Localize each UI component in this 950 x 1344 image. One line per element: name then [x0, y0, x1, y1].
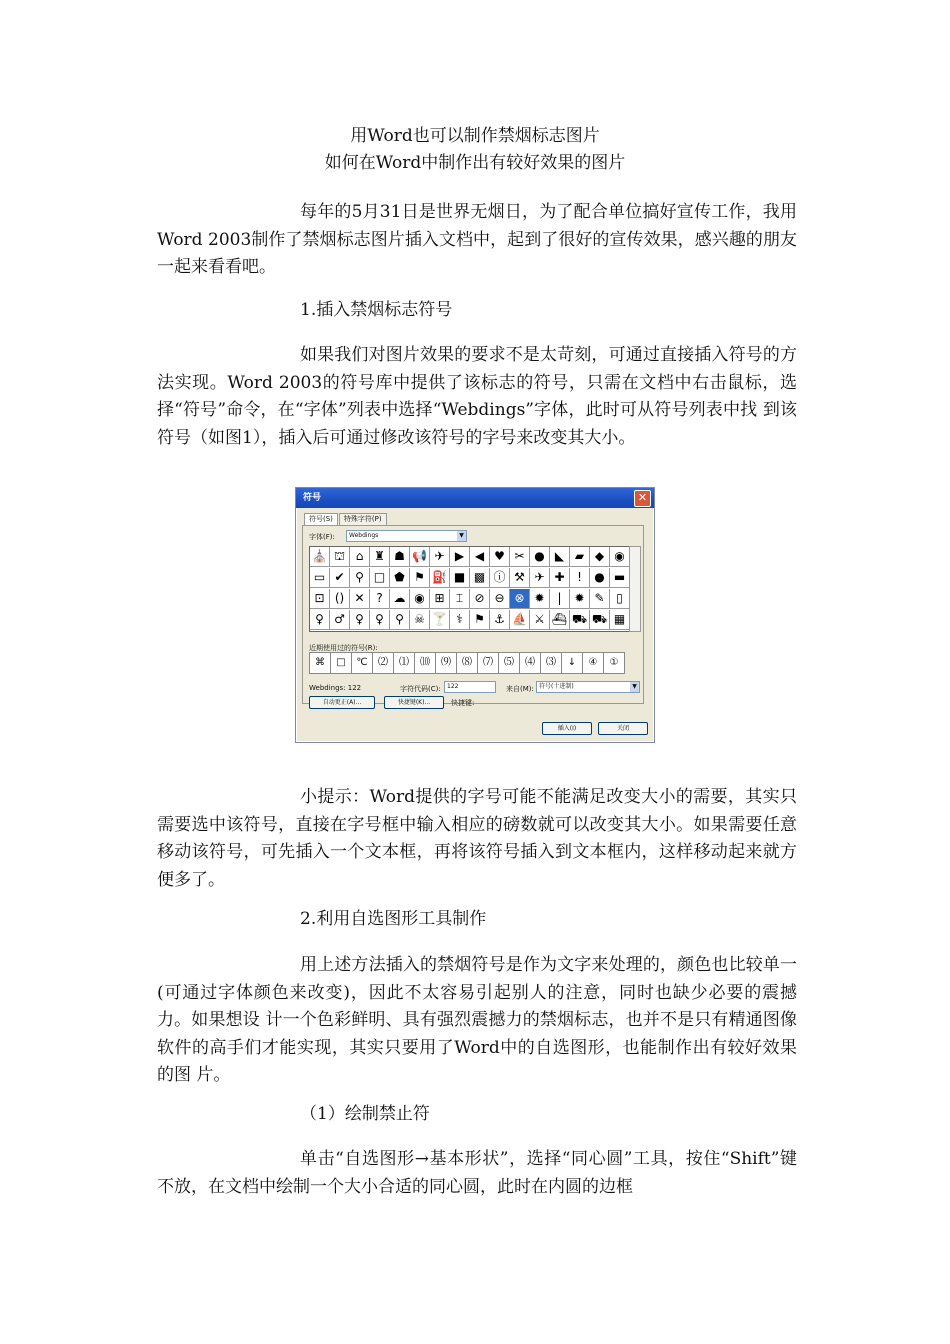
symbol-cell[interactable]: ☠ — [410, 610, 430, 630]
symbol-dialog-figure — [295, 487, 655, 743]
recent-symbol-cell[interactable]: ⑸ — [498, 652, 520, 674]
recent-symbol-cell[interactable]: ⌘ — [309, 652, 331, 674]
recent-symbol-cell[interactable]: ⑺ — [477, 652, 499, 674]
paragraph-intro: 每年的5月31日是世界无烟日，为了配合单位搞好宣传工作，我用Word 2003制作了禁烟标志图片插入文档中，起到了很好的宣传效果，感兴趣的朋友一起来看看吧。 — [157, 202, 797, 277]
from-select-value: 符号(十进制) — [539, 683, 574, 690]
symbol-cell[interactable]: ✈ — [530, 568, 550, 588]
paragraph-tip: 小提示：Word提供的字号可能不能满足改变大小的需要，其实只需要选中该符号，直接在字号框中输入相应的磅数就可以改变其大小。如果需要任意移动该符号，可先插入一个文本框，再将该符号插入到文本框内，这样移动起来就方便多了。 — [157, 787, 797, 890]
dialog-titlebar — [296, 488, 654, 508]
symbol-cell[interactable]: ✈ — [430, 547, 450, 567]
doc-title: 用Word也可以制作禁烟标志图片 — [350, 126, 600, 146]
symbol-cell[interactable]: ▦ — [610, 610, 630, 630]
symbol-cell[interactable]: ♀ — [350, 610, 370, 630]
symbol-cell[interactable]: ⬟ — [390, 568, 410, 588]
recent-symbol-cell[interactable]: ⑻ — [456, 652, 478, 674]
symbol-cell[interactable]: ☗ — [390, 547, 410, 567]
recent-symbols-label: 近期使用过的符号(R): — [309, 644, 378, 652]
symbol-cell[interactable]: ? — [370, 589, 390, 609]
symbol-cell[interactable]: ⓘ — [490, 568, 510, 588]
recent-symbol-cell[interactable]: ⑴ — [393, 652, 415, 674]
symbol-cell[interactable]: ▰ — [570, 547, 590, 567]
chevron-down-icon[interactable]: ▼ — [457, 531, 466, 541]
recent-symbol-cell[interactable]: ⑵ — [372, 652, 394, 674]
symbol-cell[interactable]: ⚲ — [350, 568, 370, 588]
symbol-cell[interactable]: ⚕ — [450, 610, 470, 630]
symbol-cell[interactable]: ▬ — [610, 568, 630, 588]
symbol-cell[interactable]: 📢 — [410, 547, 430, 567]
section-heading-2: 2.利用自选图形工具制作 — [300, 909, 487, 929]
symbol-cell[interactable]: ⊖ — [490, 589, 510, 609]
recent-symbol-cell[interactable]: ⑷ — [519, 652, 541, 674]
recent-symbol-cell[interactable]: ① — [603, 652, 625, 674]
symbol-cell[interactable]: ✚ — [550, 568, 570, 588]
symbol-cell[interactable]: ⛪ — [310, 547, 330, 567]
symbol-cell[interactable]: ◣ — [550, 547, 570, 567]
symbol-cell[interactable]: ● — [590, 568, 610, 588]
symbol-cell[interactable]: ⚓ — [490, 610, 510, 630]
symbol-cell[interactable]: ✔ — [330, 568, 350, 588]
font-select[interactable] — [346, 530, 467, 542]
close-button[interactable]: 关闭 — [598, 722, 648, 735]
dialog-title: 符号 — [303, 493, 322, 503]
symbol-cell[interactable]: ⛟ — [570, 610, 590, 630]
symbol-cell[interactable]: 🍸 — [430, 610, 450, 630]
symbol-cell[interactable]: ⛟ — [590, 610, 610, 630]
symbol-cell[interactable]: ⊘ — [470, 589, 490, 609]
recent-symbol-cell[interactable]: ⑽ — [414, 652, 436, 674]
symbol-cell[interactable]: ◆ — [590, 547, 610, 567]
shortcut-key-button[interactable]: 快捷键(K)... — [384, 696, 444, 709]
paragraph-step-1: 单击“自选图形→基本形状”，选择“同心圆”工具，按住“Shift”键不放，在文档中绘制一个大小合适的同心圆，此时在内圆的边框 — [157, 1149, 797, 1197]
symbol-cell[interactable]: ⚑ — [410, 568, 430, 588]
symbol-cell[interactable]: ⚑ — [470, 610, 490, 630]
symbol-cell[interactable]: ⊡ — [310, 589, 330, 609]
from-label: 来自(M): — [506, 685, 534, 693]
symbol-cell[interactable]: ✹ — [570, 589, 590, 609]
symbol-cell[interactable]: () — [330, 589, 350, 609]
symbol-cell[interactable]: ✕ — [350, 589, 370, 609]
symbol-cell[interactable]: | — [550, 589, 570, 609]
symbol-cell[interactable]: ⊞ — [430, 589, 450, 609]
symbol-cell[interactable]: □ — [370, 568, 390, 588]
symbol-cell[interactable]: ♀ — [310, 610, 330, 630]
autocorrect-button[interactable]: 自动更正(A)... — [309, 696, 375, 709]
close-icon[interactable]: ✕ — [634, 490, 651, 507]
symbol-status: Webdings: 122 — [309, 684, 362, 692]
symbol-cell[interactable]: ⚲ — [390, 610, 410, 630]
symbol-cell[interactable]: ♀ — [370, 610, 390, 630]
symbol-cell[interactable]: ▶ — [450, 547, 470, 567]
symbol-cell[interactable]: ⛫ — [330, 547, 350, 567]
symbol-cell[interactable]: ✂ — [510, 547, 530, 567]
symbol-cell[interactable]: ■ — [450, 568, 470, 588]
symbol-cell[interactable]: ☁ — [390, 589, 410, 609]
symbol-cell[interactable]: ⌶ — [450, 589, 470, 609]
paragraph-method-2: 用上述方法插入的禁烟符号是作为文字来处理的，颜色也比较单一(可通过字体颜色来改变)，因此不太容易引起别人的注意，同时也缺少必要的震撼力。如果想设 计一个色彩鲜明、具有强烈震撼力的禁烟标志，也并不是只有精通图像软件的高手们才能实现，其实只要用了Word中的自选图形，也能制作出有较好效果的图 片。 — [157, 955, 797, 1085]
insert-button[interactable]: 插入(I) — [542, 722, 592, 735]
shortcut-label: 快捷键: — [451, 699, 475, 707]
symbol-cell[interactable]: ◉ — [610, 547, 630, 567]
symbol-cell[interactable]: ♥ — [490, 547, 510, 567]
chevron-down-icon[interactable]: ▼ — [630, 682, 639, 692]
symbol-cell[interactable]: ♜ — [370, 547, 390, 567]
symbol-cell[interactable]: ⛵ — [510, 610, 530, 630]
tab-symbols[interactable]: 符号(S) — [304, 513, 338, 525]
symbol-cell[interactable]: ◀ — [470, 547, 490, 567]
symbol-cell[interactable]: ● — [530, 547, 550, 567]
symbol-cell[interactable]: ◉ — [410, 589, 430, 609]
symbol-cell[interactable]: ▭ — [310, 568, 330, 588]
font-label: 字体(F): — [309, 533, 335, 541]
section-heading-3: （1）绘制禁止符 — [300, 1104, 430, 1124]
symbol-cell[interactable]: ▩ — [470, 568, 490, 588]
recent-symbol-cell[interactable]: ℃ — [351, 652, 373, 674]
paragraph-method-1: 如果我们对图片效果的要求不是太苛刻，可通过直接插入符号的方法实现。Word 2003的符号库中提供了该标志的符号，只需在文档中右击鼠标，选择“符号”命令，在“字体”列表中选择“Webdings”字体，此时可从符号列表中找 到该符号（如图1），插入后可通过修改该符号的字号来改变其大小。 — [157, 345, 797, 448]
font-select-value: Webdings — [349, 532, 379, 539]
symbol-cell[interactable]: ✎ — [590, 589, 610, 609]
char-code-label: 字符代码(C): — [400, 685, 441, 693]
section-heading-1: 1.插入禁烟标志符号 — [300, 300, 453, 320]
symbol-grid-scrollbar[interactable] — [629, 546, 641, 632]
symbol-cell[interactable]: ⛽ — [430, 568, 450, 588]
symbol-cell[interactable]: ⚒ — [510, 568, 530, 588]
symbol-cell[interactable]: ✹ — [530, 589, 550, 609]
recent-symbol-cell[interactable]: ⑼ — [435, 652, 457, 674]
symbol-cell[interactable]: ⌂ — [350, 547, 370, 567]
tab-special-characters[interactable]: 特殊字符(P) — [339, 513, 387, 525]
dialog-tabs — [304, 513, 388, 525]
symbol-cell[interactable]: ♂ — [330, 610, 350, 630]
symbol-cell[interactable]: ⊗ — [510, 589, 530, 609]
from-select[interactable] — [536, 681, 640, 693]
char-code-input[interactable]: 122 — [444, 681, 496, 693]
recent-symbol-cell[interactable]: ④ — [582, 652, 604, 674]
symbol-cell[interactable]: ▯ — [610, 589, 630, 609]
symbol-cell[interactable]: ⛴ — [550, 610, 570, 630]
recent-symbol-cell[interactable]: ↓ — [561, 652, 583, 674]
recent-symbol-cell[interactable]: ⑶ — [540, 652, 562, 674]
doc-subtitle: 如何在Word中制作出有较好效果的图片 — [324, 153, 626, 173]
symbol-cell[interactable]: ! — [570, 568, 590, 588]
symbol-cell[interactable]: ⚔ — [530, 610, 550, 630]
symbol-grid[interactable] — [309, 546, 631, 632]
recent-symbol-cell[interactable]: □ — [330, 652, 352, 674]
